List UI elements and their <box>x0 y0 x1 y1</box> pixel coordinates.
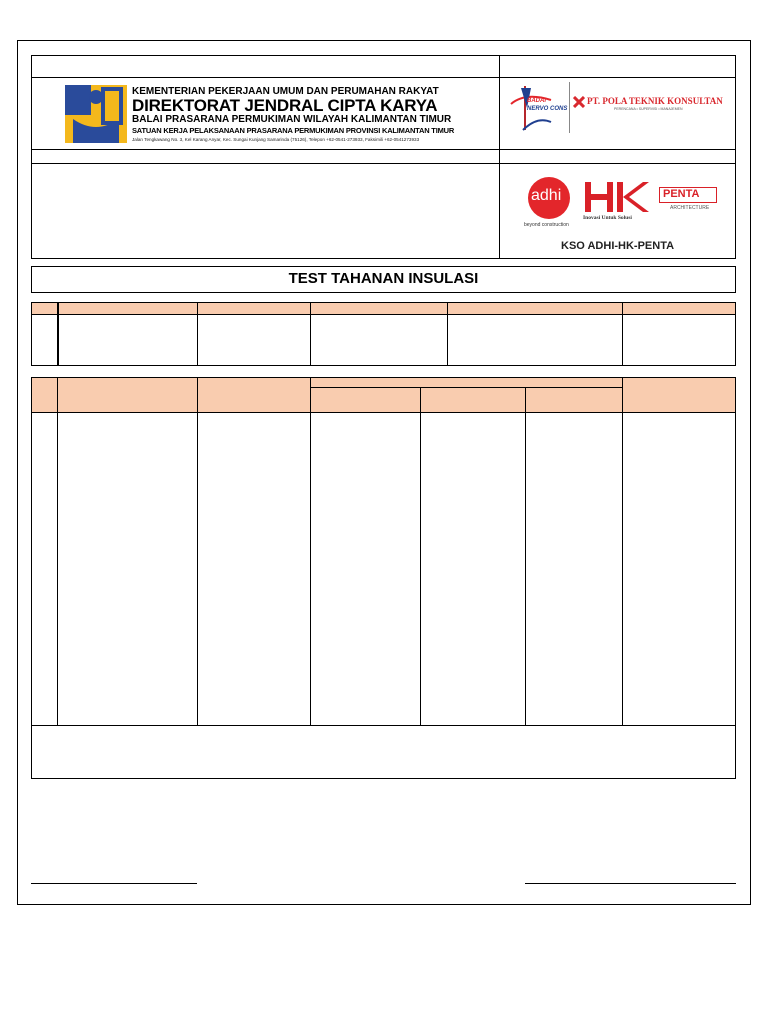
signature-line-right <box>525 883 736 884</box>
main-table <box>31 377 736 779</box>
penta-text: PENTA <box>663 188 700 200</box>
info-table-header <box>32 303 735 314</box>
main-col-3 <box>310 377 311 725</box>
info-col-5 <box>622 302 623 366</box>
hk-tagline: Inovasi Untuk Solusi <box>583 215 632 221</box>
balai-line: BALAI PRASARANA PERMUKIMAN WILAYAH KALIMANTAN TIMUR <box>132 114 452 125</box>
directorate-title: DIREKTORAT JENDRAL CIPTA KARYA <box>132 96 438 115</box>
main-header-line <box>31 412 736 413</box>
info-col-3 <box>310 302 311 366</box>
adhi-tagline: beyond construction <box>524 222 569 228</box>
info-col-1 <box>57 302 59 366</box>
kso-label: KSO ADHI-HK-PENTA <box>561 240 675 252</box>
header-divider <box>499 55 500 259</box>
info-col-4 <box>447 302 448 366</box>
main-col-6 <box>622 377 623 725</box>
consultant-company: PT. POLA TEKNIK KONSULTAN <box>587 96 723 106</box>
header-line-3 <box>31 163 736 164</box>
ministry-line: KEMENTERIAN PEKERJAAN UMUM DAN PERUMAHAN RAKYAT <box>132 86 439 97</box>
pola-icon <box>573 95 585 107</box>
penta-sub: ARCHITECTURE <box>670 205 710 211</box>
address-line: Jalan Tengkawang No. 3, Kel Karang Anyar, Kec. Sungai Kunjang Samarinda (75126), Telepon +62-0541-273933, Faksimili +62-0541273933 <box>132 137 420 142</box>
main-subheader-line <box>310 387 622 388</box>
main-col-5 <box>525 387 526 725</box>
badai-line2: NERVO CONS <box>527 106 568 112</box>
main-col-1 <box>57 377 58 725</box>
main-table-header <box>32 378 735 412</box>
header-line-1 <box>31 77 736 78</box>
main-body-end-line <box>31 725 736 726</box>
badai-line1: BADAI <box>527 98 546 104</box>
satker-line: SATUAN KERJA PELAKSANAAN PRASARANA PERMUKIMAN PROVINSI KALIMANTAN TIMUR <box>132 126 455 135</box>
main-col-2 <box>197 377 198 725</box>
page-title: TEST TAHANAN INSULASI <box>288 270 479 287</box>
pu-logo <box>65 85 127 143</box>
main-col-4 <box>420 387 421 725</box>
logo-separator <box>569 82 570 133</box>
info-header-line <box>31 314 736 315</box>
adhi-text: adhi <box>531 187 562 204</box>
info-col-2 <box>197 302 198 366</box>
header-line-2 <box>31 149 736 150</box>
hk-logo <box>583 180 649 214</box>
consultant-tagline: PERENCANA • SUPERVISI • MANAJEMEN <box>614 107 683 111</box>
signature-line-left <box>31 883 197 884</box>
